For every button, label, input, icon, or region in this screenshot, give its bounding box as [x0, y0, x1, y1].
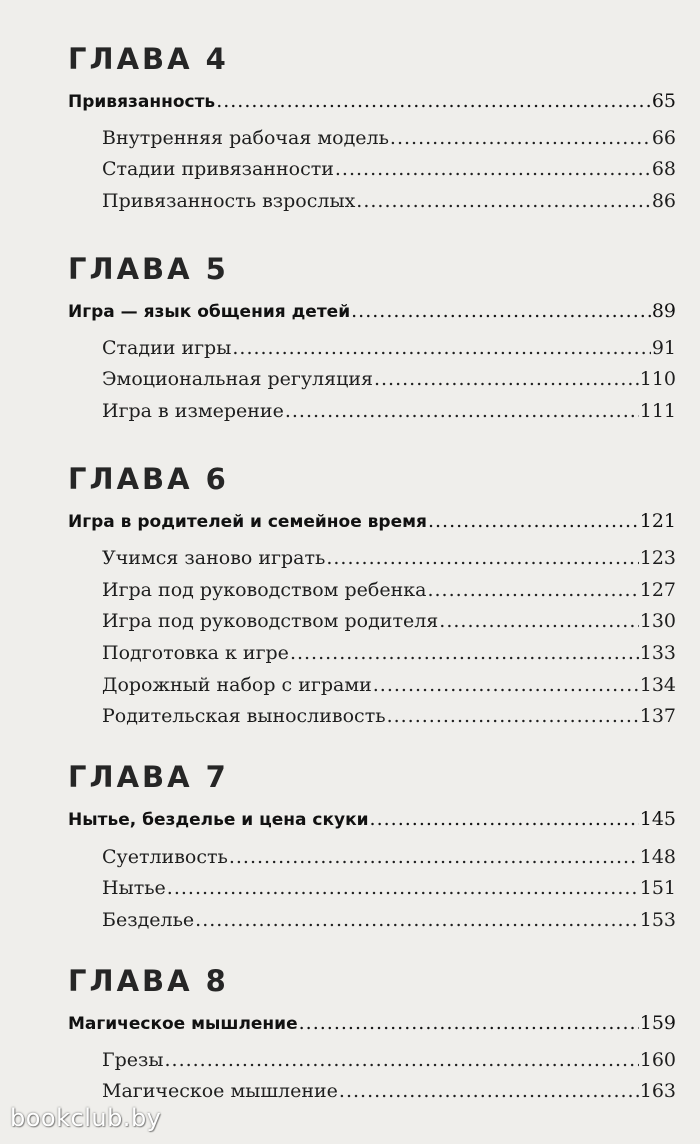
subentry-title: Родительская выносливость	[102, 705, 386, 727]
toc-subentry	[102, 402, 676, 421]
subentry-page-number: 91	[651, 337, 676, 359]
subentry-title: Стадии привязанности	[102, 158, 334, 180]
subentry-title: Учимся заново играть	[102, 547, 326, 569]
dot-leader	[356, 192, 651, 211]
subentry-page-number: 153	[639, 909, 676, 931]
subentry-title: Дорожный набор с играми	[102, 674, 372, 696]
entry-page-number: 159	[639, 1012, 676, 1034]
subentry-page-number: 137	[639, 705, 676, 727]
dot-leader	[232, 339, 650, 358]
toc-entry	[68, 92, 676, 111]
dot-leader	[167, 879, 639, 898]
subentry-page-number: 133	[639, 642, 676, 664]
subentry-page-number: 123	[639, 547, 676, 569]
toc-subentry	[102, 339, 676, 358]
chapter-heading: ГЛАВА 8	[68, 964, 229, 998]
toc-entry	[68, 1014, 676, 1033]
subentry-page-number: 163	[639, 1080, 676, 1102]
toc-subentry	[102, 879, 676, 898]
dot-leader	[195, 911, 639, 930]
subentry-title: Игра под руководством ребенка	[102, 579, 427, 601]
chapter-heading: ГЛАВА 4	[68, 42, 229, 76]
dot-leader	[351, 302, 651, 321]
subentry-page-number: 134	[639, 674, 676, 696]
toc-subentry	[102, 581, 676, 600]
entry-title: Нытье, безделье и цена скуки	[68, 810, 369, 830]
subentry-title: Грезы	[102, 1049, 164, 1071]
dot-leader	[229, 848, 639, 867]
entry-title: Магическое мышление	[68, 1014, 298, 1034]
subentry-page-number: 127	[639, 579, 676, 601]
entry-title: Привязанность	[68, 92, 216, 112]
subentry-title: Нытье	[102, 877, 166, 899]
toc-subentry	[102, 676, 676, 695]
dot-leader	[374, 370, 639, 389]
subentry-page-number: 160	[639, 1049, 676, 1071]
dot-leader	[387, 707, 639, 726]
entry-page-number: 121	[639, 510, 676, 532]
subentry-title: Игра под руководством родителя	[102, 610, 439, 632]
toc-entry	[68, 302, 676, 321]
toc-subentry	[102, 160, 676, 179]
toc-subentry	[102, 129, 676, 148]
subentry-page-number: 130	[639, 610, 676, 632]
site-watermark: bookclub.by	[10, 1104, 162, 1132]
subentry-title: Суетливость	[102, 846, 228, 868]
entry-title: Игра в родителей и семейное время	[68, 512, 427, 532]
dot-leader	[428, 512, 639, 531]
dot-leader	[164, 1051, 638, 1070]
toc-subentry	[102, 707, 676, 726]
subentry-title: Внутренняя рабочая модель	[102, 127, 389, 149]
subentry-title: Стадии игры	[102, 337, 232, 359]
dot-leader	[390, 129, 651, 148]
subentry-page-number: 111	[639, 400, 676, 422]
subentry-page-number: 68	[651, 158, 676, 180]
dot-leader	[326, 549, 638, 568]
subentry-title: Магическое мышление	[102, 1080, 338, 1102]
subentry-page-number: 110	[639, 368, 676, 390]
dot-leader	[335, 160, 651, 179]
entry-page-number: 65	[651, 90, 676, 112]
toc-subentry	[102, 192, 676, 211]
dot-leader	[290, 644, 639, 663]
dot-leader	[370, 810, 639, 829]
entry-title: Игра — язык общения детей	[68, 302, 351, 322]
subentry-title: Подготовка к игре	[102, 642, 289, 664]
toc-subentry	[102, 911, 676, 930]
toc-entry	[68, 512, 676, 531]
dot-leader	[373, 676, 639, 695]
dot-leader	[216, 92, 651, 111]
dot-leader	[339, 1082, 639, 1101]
subentry-title: Игра в измерение	[102, 400, 284, 422]
toc-subentry	[102, 848, 676, 867]
subentry-page-number: 151	[639, 877, 676, 899]
subentry-title: Привязанность взрослых	[102, 190, 356, 212]
chapter-heading: ГЛАВА 5	[68, 252, 229, 286]
chapter-heading: ГЛАВА 6	[68, 462, 229, 496]
subentry-page-number: 148	[639, 846, 676, 868]
entry-page-number: 89	[651, 300, 676, 322]
chapter-heading: ГЛАВА 7	[68, 760, 229, 794]
toc-entry	[68, 810, 676, 829]
dot-leader	[427, 581, 638, 600]
subentry-page-number: 86	[651, 190, 676, 212]
toc-subentry	[102, 1082, 676, 1101]
subentry-page-number: 66	[651, 127, 676, 149]
subentry-title: Безделье	[102, 909, 195, 931]
toc-subentry	[102, 370, 676, 389]
toc-subentry	[102, 644, 676, 663]
entry-page-number: 145	[639, 808, 676, 830]
dot-leader	[285, 402, 639, 421]
toc-subentry	[102, 612, 676, 631]
toc-subentry	[102, 1051, 676, 1070]
toc-subentry	[102, 549, 676, 568]
subentry-title: Эмоциональная регуляция	[102, 368, 373, 390]
dot-leader	[439, 612, 638, 631]
dot-leader	[299, 1014, 639, 1033]
